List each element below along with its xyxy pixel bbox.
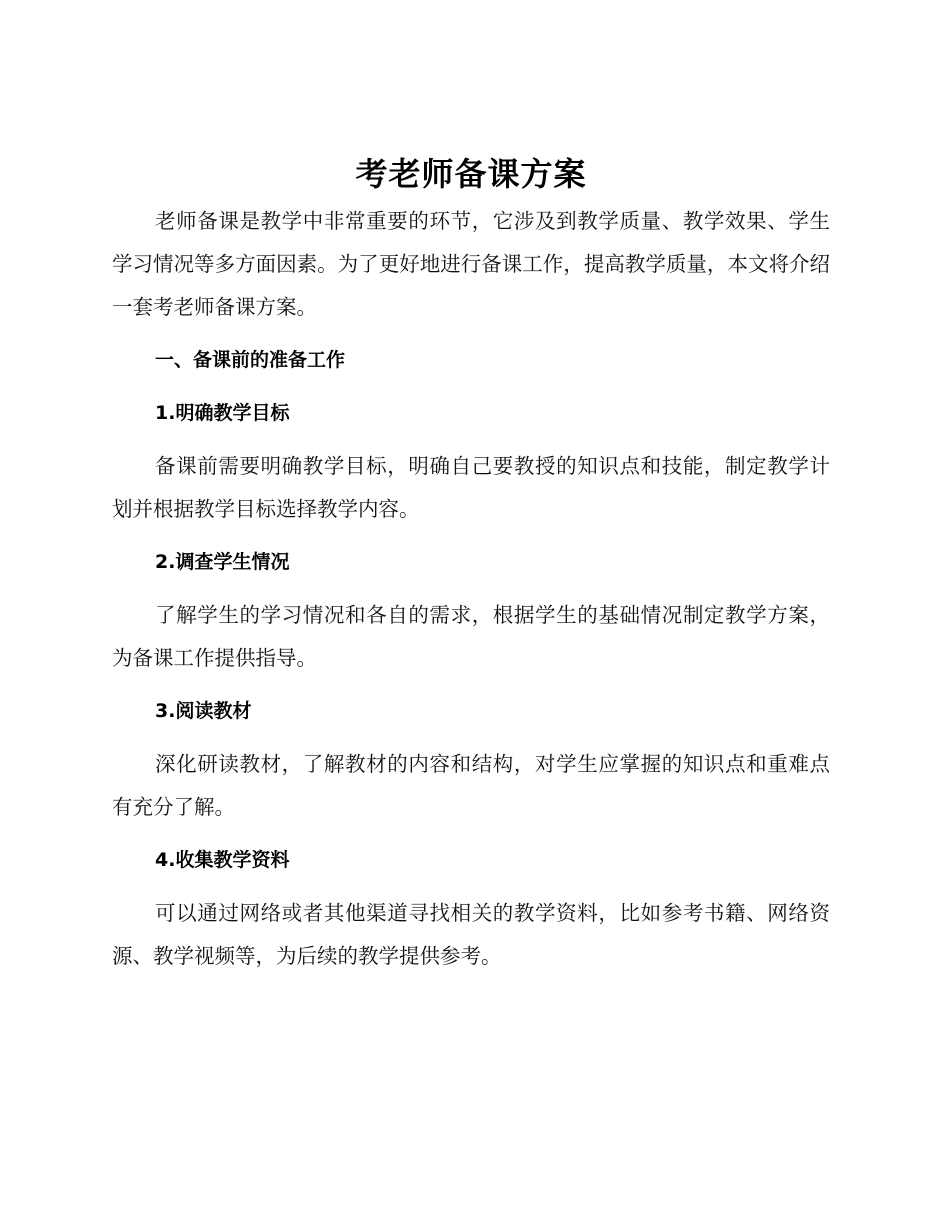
paragraph-student-survey: 了解学生的学习情况和各自的需求，根据学生的基础情况制定教学方案，为备课工作提供指导。 — [112, 603, 830, 670]
subheading-collect-materials: 4.收集教学资料 — [155, 849, 290, 871]
section-heading: 一、备课前的准备工作 — [155, 349, 346, 371]
document-title: 考老师备课方案 — [355, 155, 587, 193]
document-body — [112, 148, 830, 978]
paragraph-read-textbook: 深化研读教材，了解教材的内容和结构，对学生应掌握的知识点和重难点有充分了解。 — [112, 752, 830, 819]
paragraph-collect-materials: 可以通过网络或者其他渠道寻找相关的教学资料，比如参考书籍、网络资源、教学视频等，为后续的教学提供参考。 — [112, 901, 830, 968]
subheading-read-textbook: 3.阅读教材 — [155, 700, 252, 722]
paragraph-teaching-goals: 备课前需要明确教学目标，明确自己要教授的知识点和技能，制定教学计划并根据教学目标选择教学内容。 — [112, 454, 830, 521]
subheading-teaching-goals: 1.明确教学目标 — [155, 402, 290, 424]
subheading-student-survey: 2.调查学生情况 — [155, 551, 290, 573]
intro-paragraph: 老师备课是教学中非常重要的环节，它涉及到教学质量、教学效果、学生学习情况等多方面因素。为了更好地进行备课工作，提高教学质量，本文将介绍一套考老师备课方案。 — [112, 209, 830, 319]
